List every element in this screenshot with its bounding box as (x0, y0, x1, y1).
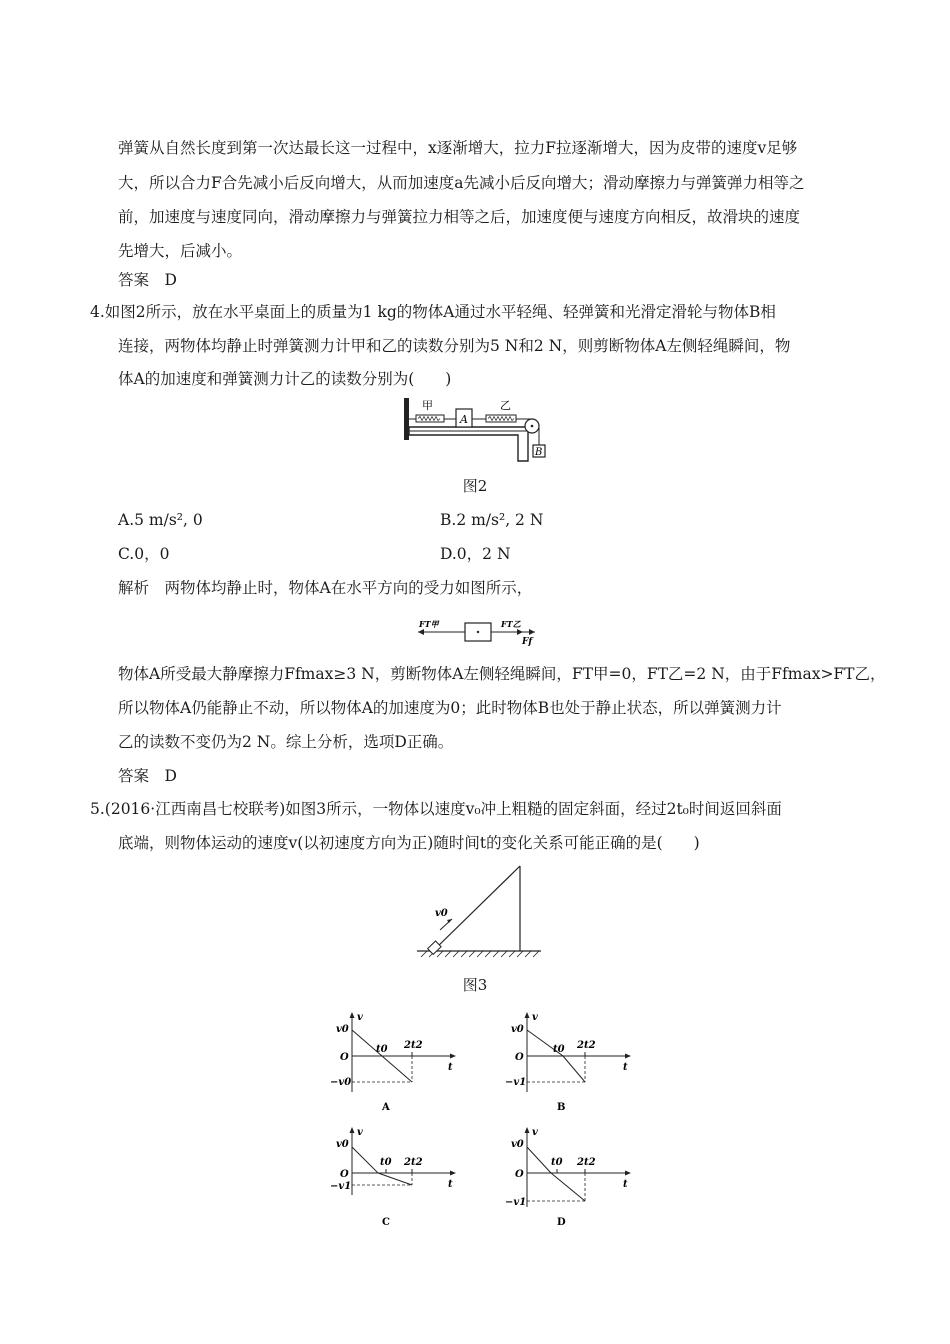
analysis3-line-1: 弹簧从自然长度到第一次达最长这一过程中，x逐渐增大，拉力F拉逐渐增大，因为皮带的速度v足够 (118, 139, 798, 157)
force-left-arrowhead (418, 629, 424, 635)
graph-c (330, 1125, 460, 1233)
analysis3-line-4: 先增大，后减小。 (118, 242, 243, 260)
graph-c-t0-label: t0 (380, 1157, 392, 1168)
analysis3-line-3: 前，加速度与速度同向，滑动摩擦力与弹簧拉力相等之后，加速度便与速度方向相反，故滑块的速度 (118, 208, 801, 226)
graph-d-origin: O (515, 1169, 524, 1180)
force-right-arrowhead (517, 629, 523, 635)
q4-analysis-line-3: 所以物体A仍能静止不动，所以物体A的加速度为0；此时物体B也处于静止状态，所以弹簧测力计 (118, 699, 782, 717)
graph-d-t-label: t (623, 1179, 628, 1190)
graph-b-t2-label: 2t2 (577, 1040, 596, 1051)
fig2-label-b: B (535, 447, 543, 458)
graph-d-line (527, 1147, 585, 1201)
graph-d-t2-label: 2t2 (577, 1157, 596, 1168)
graph-b-t0-label: t0 (553, 1044, 565, 1055)
graph-a-t2-label: 2t2 (404, 1040, 423, 1051)
graph-a-v0-label: v0 (336, 1024, 349, 1035)
fig2-label-yi: 乙 (500, 399, 511, 412)
graph-b-v-arrowhead (525, 1012, 530, 1018)
graph-d-caption: D (557, 1217, 566, 1228)
graph-c-v0-label: v0 (336, 1139, 349, 1150)
q4-line-1: 4.如图2所示，放在水平桌面上的质量为1 kg的物体A通过水平轻绳、轻弹簧和光滑定滑轮与物体B相 (90, 303, 776, 321)
q4-line-3: 体A的加速度和弹簧测力计乙的读数分别为( ) (118, 370, 452, 388)
graph-a-t-arrowhead (450, 1054, 456, 1059)
graph-a-origin: O (340, 1052, 349, 1063)
q5-line-1: 5.(2016·江西南昌七校联考)如图3所示，一物体以速度v₀冲上粗糙的固定斜面，经过2t₀时间返回斜面 (90, 800, 782, 818)
graph-a-caption: A (382, 1102, 390, 1113)
graph-d (505, 1125, 635, 1233)
graph-d-neg-label: −v1 (505, 1197, 527, 1208)
figure-3 (415, 862, 545, 966)
fig3-label-v0: v0 (435, 908, 448, 919)
graph-d-t-arrowhead (625, 1171, 631, 1176)
fig3-ground-hatch (421, 951, 539, 957)
figure-2 (400, 395, 560, 467)
graph-a-neg-label: −v0 (330, 1077, 352, 1088)
graph-a-t-label: t (448, 1062, 453, 1073)
fig2-label-a: A (460, 413, 468, 426)
force-right-label: FT乙 (501, 619, 521, 629)
fig2-table (409, 427, 528, 461)
graph-c-t-label: t (448, 1179, 453, 1190)
analysis3-line-2: 大，所以合力F合先减小后反向增大，从而加速度a先减小后反向增大；滑动摩擦力与弹簧弹力相等之 (118, 174, 805, 192)
q4-analysis-line-4: 乙的读数不变仍为2 N。综上分析，选项D正确。 (118, 733, 454, 751)
q4-line-2: 连接，两物体均静止时弹簧测力计甲和乙的读数分别为5 N和2 N，则剪断物体A左侧轻绳瞬间，物 (118, 337, 791, 355)
graph-d-t0-label: t0 (551, 1157, 563, 1168)
graph-c-origin: O (340, 1169, 349, 1180)
force-diagram (415, 618, 545, 648)
graph-b-neg-label: −v1 (505, 1077, 527, 1088)
graph-a (330, 1010, 460, 1118)
graph-c-v-label: v (357, 1127, 363, 1138)
option-a: A.5 m/s², 0 (118, 511, 203, 529)
force-friction-label: Ff (522, 637, 533, 647)
graph-c-neg-label: −v1 (330, 1181, 352, 1192)
fig2-label-jia: 甲 (422, 399, 433, 412)
graph-d-v-label: v (532, 1127, 538, 1138)
graph-a-v-arrowhead (350, 1012, 355, 1018)
q4-analysis-line-1: 解析 两物体均静止时，物体A在水平方向的受力如图所示， (118, 579, 533, 597)
answer-3: 答案 D (118, 271, 177, 289)
graph-b-v-label: v (532, 1012, 538, 1023)
graph-b-t-arrowhead (625, 1054, 631, 1059)
graph-a-t0-label: t0 (376, 1044, 388, 1055)
graph-b-caption: B (557, 1102, 566, 1113)
option-d: D.0，2 N (440, 545, 511, 563)
force-block-center (477, 631, 479, 633)
graph-b-t-label: t (623, 1062, 628, 1073)
graph-c-t2-label: 2t2 (404, 1157, 423, 1168)
force-left-label: FT甲 (419, 619, 439, 629)
graph-b-v0-label: v0 (511, 1024, 524, 1035)
q4-analysis-line-2: 物体A所受最大静摩擦力Ffmax≥3 N，剪断物体A左侧轻绳瞬间，FT甲=0，FT乙=2 N，由于Ffmax>FT乙， (118, 665, 886, 683)
figure-2-caption: 图2 (462, 477, 488, 495)
fig3-block (428, 941, 441, 954)
option-b: B.2 m/s², 2 N (440, 511, 544, 529)
graph-b (505, 1010, 635, 1118)
graph-a-v-label: v (357, 1012, 363, 1023)
fig2-pulley-axle (531, 425, 534, 428)
graph-d-v0-label: v0 (511, 1139, 524, 1150)
q5-line-2: 底端，则物体运动的速度v(以初速度方向为正)随时间t的变化关系可能正确的是( ) (118, 834, 700, 852)
figure-3-caption: 图3 (462, 976, 488, 994)
option-c: C.0，0 (118, 545, 170, 563)
graph-b-origin: O (515, 1052, 524, 1063)
graph-c-t-arrowhead (450, 1171, 456, 1176)
graph-c-caption: C (382, 1217, 390, 1228)
graph-d-v-arrowhead (525, 1127, 530, 1133)
fig2-wall (404, 398, 409, 440)
force-friction-arrowhead (529, 629, 535, 635)
graph-c-v-arrowhead (350, 1127, 355, 1133)
answer-4: 答案 D (118, 767, 177, 785)
